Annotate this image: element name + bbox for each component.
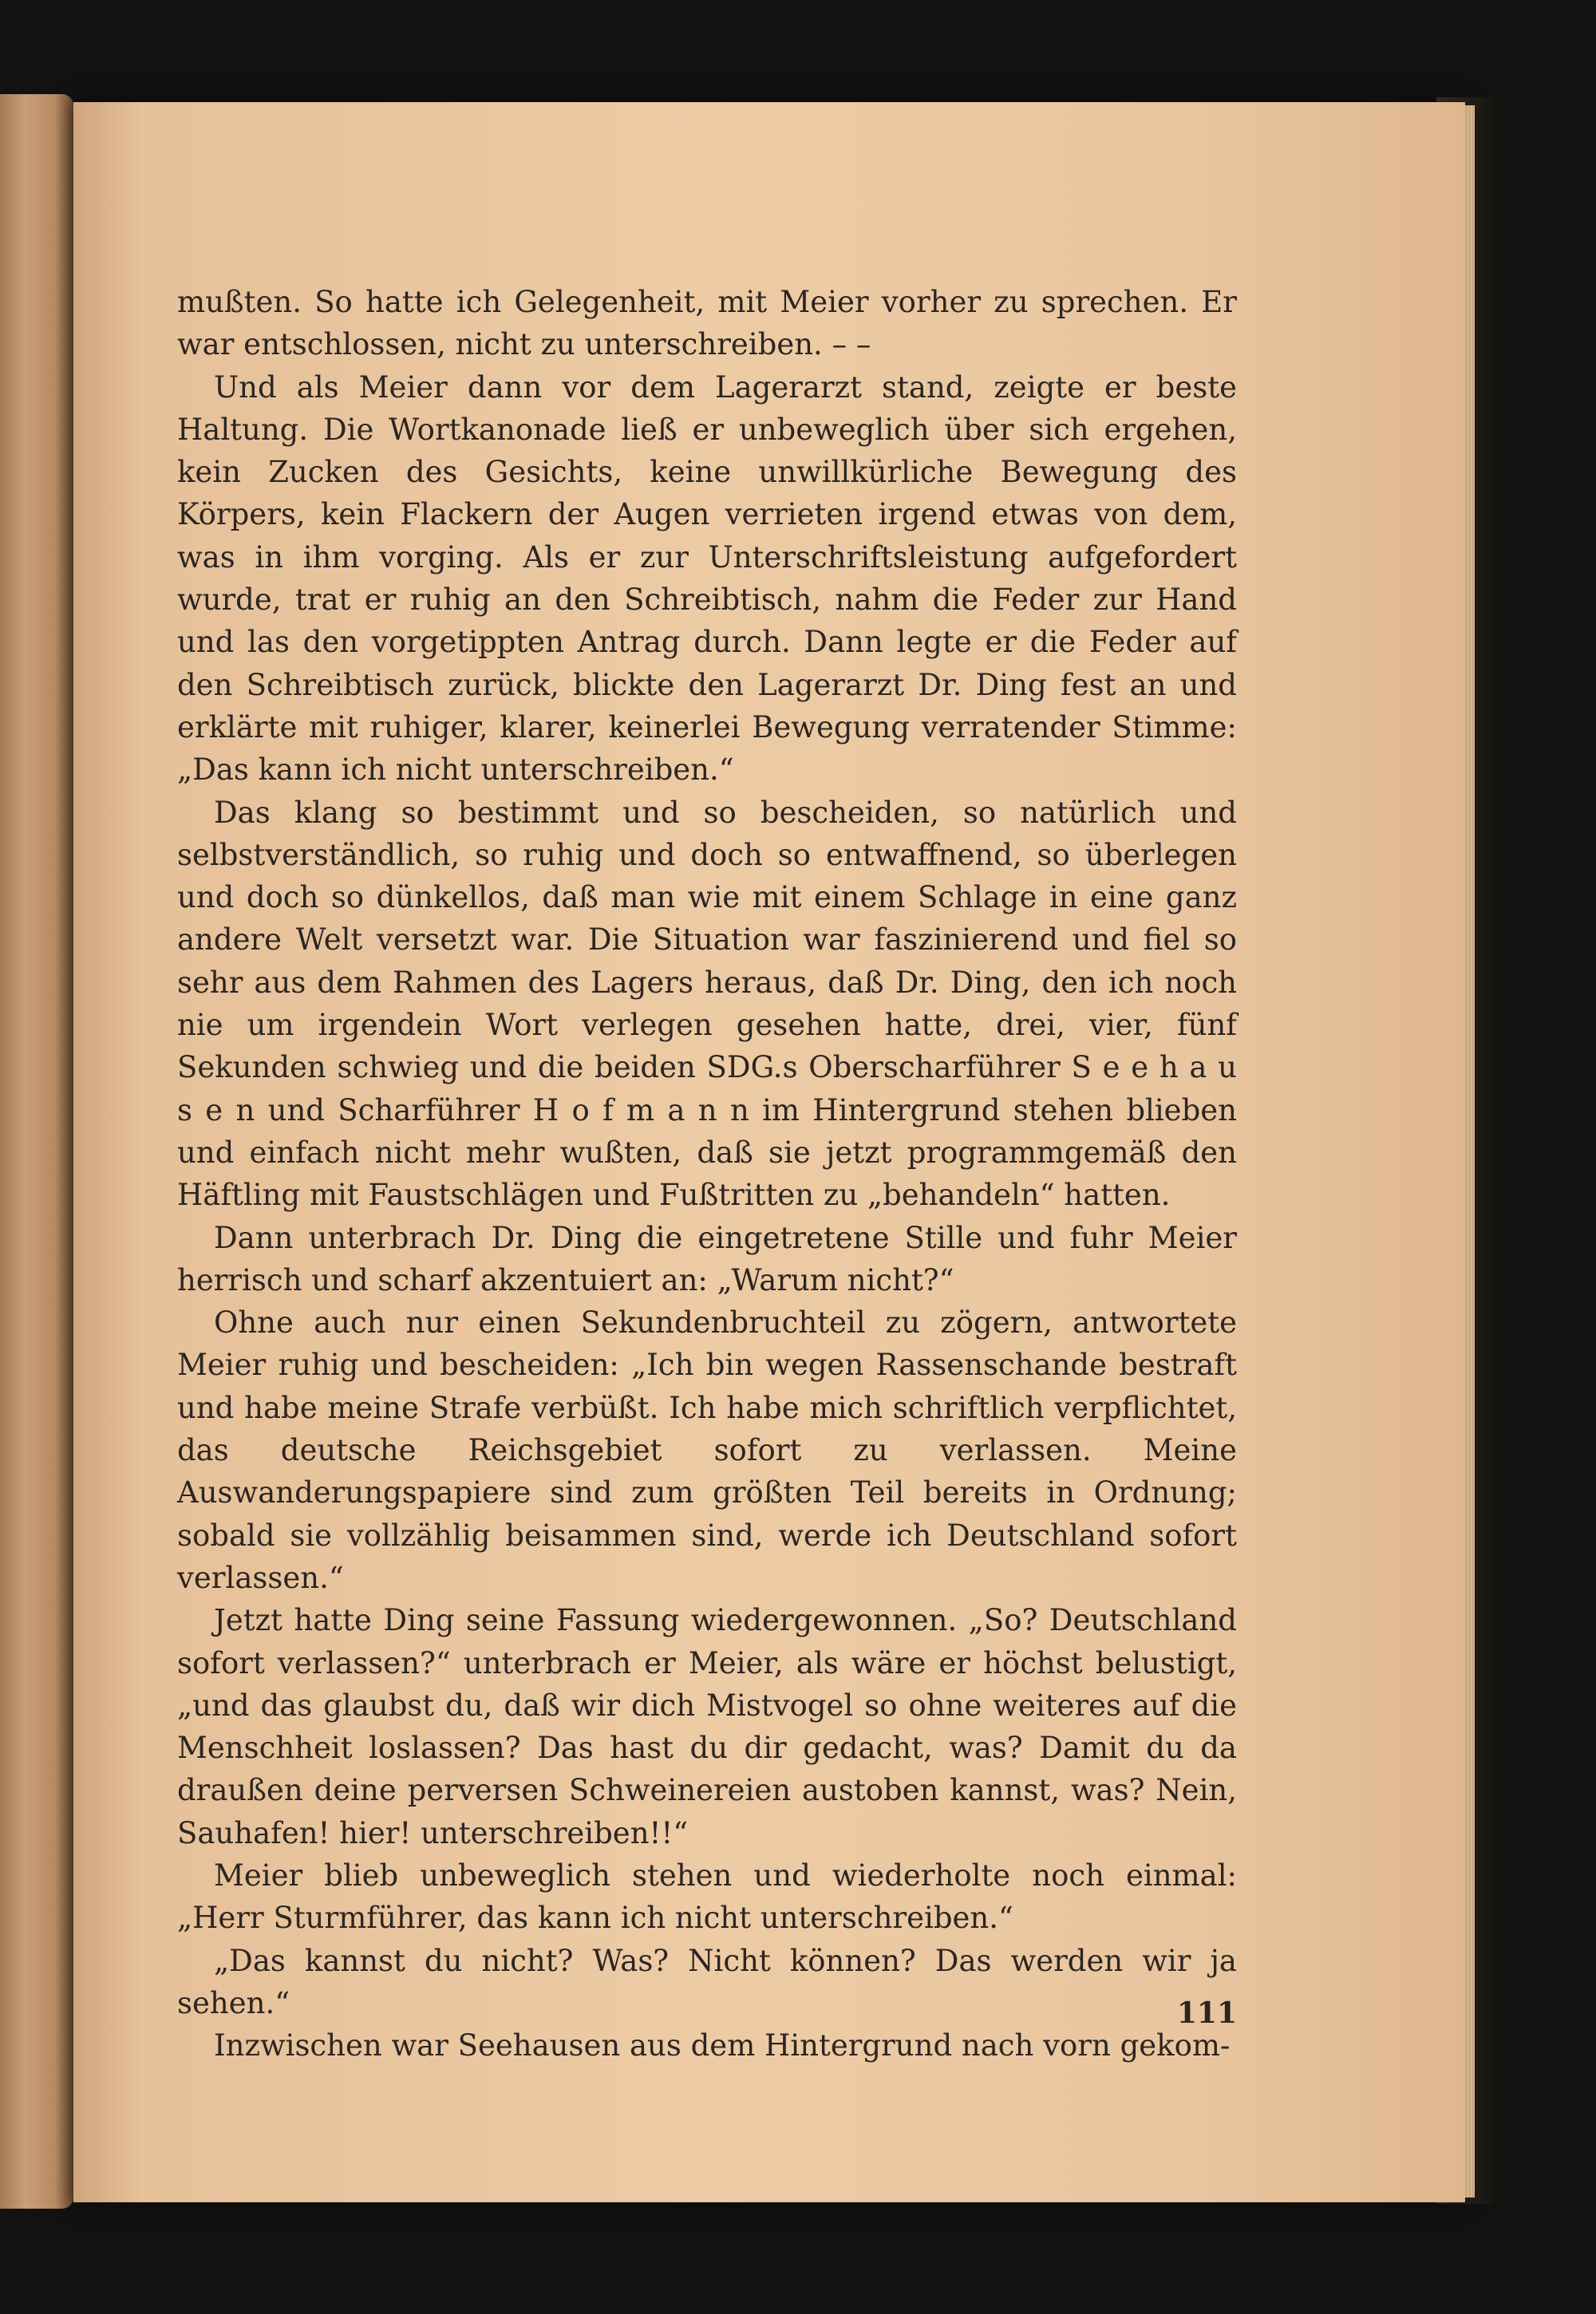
page-stack-edge <box>1465 105 1475 2198</box>
paragraph: mußten. So hatte ich Gelegenheit, mit Meier vorher zu sprechen. Er war entschlossen, nicht zu unterschreiben. – – <box>177 285 1237 362</box>
paragraph: „Das kannst du nicht? Was? Nicht können? Das werden wir ja sehen.“ <box>177 1943 1237 2020</box>
paragraph: Das klang so bestimmt und so bescheiden, so natürlich und selbstverständlich, so ruhig und doch so entwaffnend, so überlegen und doch so dünkellos, daß man wie mit einem Schlage in eine ganz andere Welt versetzt war. Die Situation war faszinierend und fiel so sehr aus dem Rahmen des Lagers heraus, daß Dr. Ding, den ich noch nie um irgendein Wort verlegen gesehen hatte, drei, vier, fünf Sekunden schwieg und die beiden SDG.s Oberscharführer S e e h a u s e n und Scharführer H o f m a n n im Hintergrund stehen blieben und einfach nicht mehr wußten, daß sie jetzt programmgemäß den Häftling mit Faustschlägen und Fußtritten zu „behandeln“ hatten. <box>177 795 1237 1213</box>
previous-page-edge <box>0 94 73 2209</box>
paragraph: Dann unterbrach Dr. Ding die eingetretene Stille und fuhr Meier herrisch und scharf akzentuiert an: „Warum nicht?“ <box>177 1220 1237 1297</box>
paragraph: Inzwischen war Seehausen aus dem Hintergrund nach vorn gekom- <box>214 2028 1231 2063</box>
paragraph: Meier blieb unbeweglich stehen und wiederholte noch einmal: „Herr Sturmführer, das kann ich nicht unterschreiben.“ <box>177 1858 1237 1936</box>
paragraph: Jetzt hatte Ding seine Fassung wiedergewonnen. „So? Deutschland sofort verlassen?“ unterbrach er Meier, als wäre er höchst belustigt, „und das glaubst du, daß wir dich Mistvogel so ohne weiteres auf die Menschheit loslassen? Das hast du dir gedacht, was? Damit du da draußen deine perversen Schweinereien austoben kannst, was? Nein, Sauhafen! hier! unterschreiben!!“ <box>177 1603 1237 1850</box>
body-text <box>177 281 1237 2067</box>
paragraph: Ohne auch nur einen Sekundenbruchteil zu zögern, antwortete Meier ruhig und bescheiden: „Ich bin wegen Rassenschande bestraft und habe meine Strafe verbüßt. Ich habe mich schriftlich verpflichtet, das deutsche Reichsgebiet sofort zu verlassen. Meine Auswanderungspapiere sind zum größten Teil bereits in Ordnung; sobald sie vollzählig beisammen sind, werde ich Deutschland sofort verlassen.“ <box>177 1305 1237 1595</box>
page-number: 111 <box>1176 1996 1237 2030</box>
paragraph: Und als Meier dann vor dem Lagerarzt stand, zeigte er beste Haltung. Die Wortkanonade ließ er unbeweglich über sich ergehen, kein Zucken des Gesichts, keine unwillkürliche Bewegung des Körpers, kein Flackern der Augen verrieten irgend etwas von dem, was in ihm vorging. Als er zur Unterschriftsleistung aufgefordert wurde, trat er ruhig an den Schreibtisch, nahm die Feder zur Hand und las den vorgetippten Antrag durch. Dann legte er die Feder auf den Schreibtisch zurück, blickte den Lagerarzt Dr. Ding fest an und erklärte mit ruhiger, klarer, keinerlei Bewegung verratender Stimme: „Das kann ich nicht unterschreiben.“ <box>177 369 1237 788</box>
